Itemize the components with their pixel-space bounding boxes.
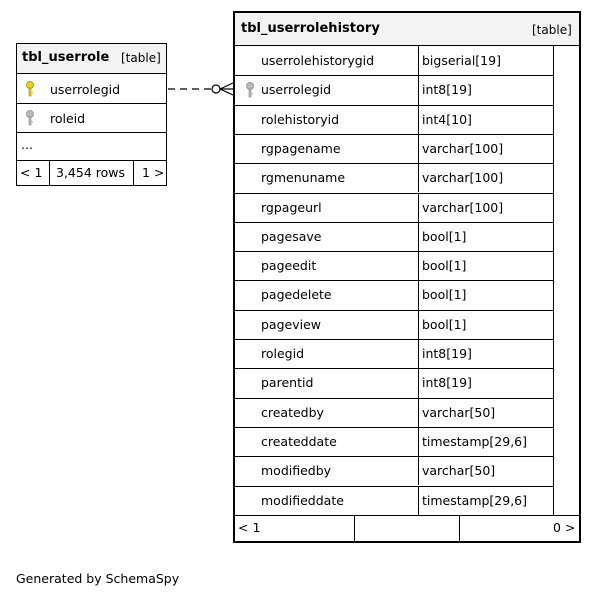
- cell-divider: [418, 251, 419, 280]
- cell-divider: [418, 339, 419, 368]
- column-name: parentid: [261, 375, 314, 391]
- column-type: varchar[50]: [422, 463, 496, 479]
- column-name: rolegid: [261, 346, 305, 361]
- nav-next[interactable]: 0 >: [553, 520, 576, 535]
- row-count: 3,454 rows: [56, 165, 126, 180]
- column-type: int8[19]: [422, 375, 472, 391]
- foreign-key-icon: [25, 110, 35, 126]
- table-type-label: [table]: [532, 23, 572, 37]
- column-name: userrolegid: [261, 82, 332, 98]
- column-row[interactable]: [235, 222, 553, 251]
- cell-divider: [49, 161, 50, 185]
- column-row[interactable]: [235, 368, 553, 397]
- column-name: pagesave: [261, 228, 322, 244]
- column-row[interactable]: [235, 163, 553, 192]
- cell-divider: [418, 280, 419, 309]
- crow-foot-upper: [220, 83, 233, 89]
- column-name: pageedit: [261, 258, 317, 274]
- column-name: createddate: [261, 433, 337, 449]
- column-row[interactable]: [235, 339, 553, 368]
- table-name: tbl_userrole: [22, 50, 110, 65]
- column-type: varchar[100]: [422, 199, 504, 215]
- column-type: bool[1]: [422, 316, 467, 332]
- column-row[interactable]: [235, 251, 553, 280]
- column-row[interactable]: [235, 134, 553, 163]
- table-userrole[interactable]: [16, 43, 167, 186]
- table-type-label: [table]: [121, 51, 161, 65]
- more-columns-ellipsis: ...: [21, 137, 33, 152]
- columns-bottom-divider: [235, 515, 579, 516]
- table-header: [17, 44, 166, 74]
- column-name: modifieddate: [261, 492, 344, 508]
- cell-divider: [418, 427, 419, 456]
- crow-foot-lower: [220, 89, 233, 95]
- right-gutter-divider: [553, 46, 554, 515]
- cell-divider: [418, 456, 419, 485]
- column-type: bigserial[19]: [422, 53, 501, 68]
- cell-divider: [418, 398, 419, 427]
- column-row[interactable]: [235, 193, 553, 222]
- column-row[interactable]: [235, 486, 553, 515]
- cell-divider: [354, 516, 355, 541]
- table-header: [235, 13, 579, 46]
- cell-divider: [418, 46, 419, 75]
- column-name: userrolegid: [50, 82, 121, 97]
- column-name: pageview: [261, 316, 322, 332]
- column-type: varchar[100]: [422, 140, 504, 156]
- cell-divider: [418, 75, 419, 104]
- cell-divider: [418, 134, 419, 163]
- cell-divider: [418, 193, 419, 222]
- column-type: bool[1]: [422, 287, 467, 303]
- column-name: userrolehistorygid: [261, 53, 375, 68]
- column-type: timestamp[29,6]: [422, 433, 528, 449]
- column-row[interactable]: [235, 310, 553, 339]
- column-type: bool[1]: [422, 258, 467, 274]
- column-name: rgmenuname: [261, 170, 346, 186]
- column-type: int8[19]: [422, 82, 472, 98]
- nav-next[interactable]: 1 >: [142, 165, 165, 180]
- column-type: int4[10]: [422, 111, 472, 127]
- column-name: modifiedby: [261, 463, 332, 479]
- column-type: timestamp[29,6]: [422, 492, 528, 508]
- column-row[interactable]: [235, 456, 553, 485]
- cell-divider: [418, 310, 419, 339]
- table-userrolehistory[interactable]: [233, 11, 581, 543]
- cell-divider: [418, 163, 419, 192]
- optional-cardinality-marker: [212, 85, 220, 93]
- column-name: pagedelete: [261, 287, 332, 303]
- row-divider: [17, 132, 166, 133]
- column-row[interactable]: [235, 46, 553, 75]
- column-row[interactable]: [17, 74, 166, 103]
- cell-divider: [418, 368, 419, 397]
- column-name: rgpageurl: [261, 199, 322, 215]
- nav-prev[interactable]: < 1: [238, 520, 261, 535]
- column-name: roleid: [50, 111, 86, 126]
- nav-prev[interactable]: < 1: [20, 165, 43, 180]
- cell-divider: [418, 222, 419, 251]
- cell-divider: [133, 161, 134, 185]
- column-row[interactable]: [235, 75, 553, 104]
- column-row[interactable]: [235, 427, 553, 456]
- column-type: varchar[100]: [422, 170, 504, 186]
- column-name: createdby: [261, 404, 324, 420]
- generated-by-credit: Generated by SchemaSpy: [16, 571, 180, 586]
- column-type: bool[1]: [422, 228, 467, 244]
- column-row[interactable]: [235, 398, 553, 427]
- foreign-key-icon: [245, 82, 255, 98]
- column-type: int8[19]: [422, 346, 472, 361]
- column-type: varchar[50]: [422, 404, 496, 420]
- column-row[interactable]: [235, 280, 553, 309]
- cell-divider: [418, 486, 419, 515]
- column-name: rolehistoryid: [261, 111, 340, 127]
- row-divider: [17, 160, 166, 161]
- column-name: rgpagename: [261, 140, 341, 156]
- primary-key-icon: [25, 81, 35, 97]
- cell-divider: [418, 105, 419, 134]
- column-row[interactable]: [17, 104, 166, 132]
- column-row[interactable]: [235, 105, 553, 134]
- cell-divider: [459, 516, 460, 541]
- table-name: tbl_userrolehistory: [241, 21, 380, 36]
